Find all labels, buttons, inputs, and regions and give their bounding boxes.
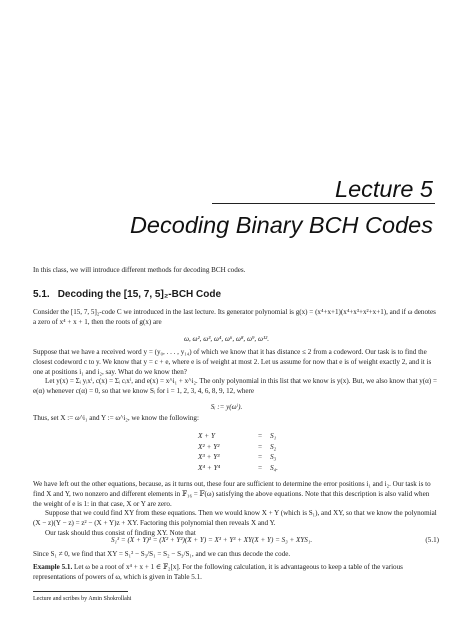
paragraph-generator [33,308,439,328]
equation-row: X² + Y² = S₂ [198,441,277,451]
paragraph-text: Suppose that we have a received word y = (y₀, . . . , y₁₄) of which we know that it has distance ≤ 2 from a codeword. Our task is to find the closest codeword c to y. We know that y = c + e, where e is of weight at most 2. Let us assume for now that e is of weight exactly 2, and it is one at positions i₁ and i₂, say. What do we know then? [33,348,432,376]
section-number: 5.1. [33,289,50,300]
title-rule [212,203,435,204]
section-heading [33,289,221,300]
example-label: Example 5.1. [33,563,73,571]
footnote-rule [33,591,128,592]
chapter-number: Lecture 5 [335,176,433,202]
equation-expression: S₁³ = (X + Y)³ = (X² + Y²)(X + Y) = X³ + Y³ + XY(X + Y) = S₃ + XYS₁. [111,536,313,544]
paragraph-text: We have left out the other equations, because, as it turns out, these four are sufficient to determine the error positions i₁ and i₂. Our task is to find X and Y, two nonzero and different elements in 𝔽₁₆ = 𝔽(ω) satisfying the above equations. Note that this description is also valid when the weight of e is 1: in that case, X or Y are zero. [33,480,431,508]
chapter-title: Decoding Binary BCH Codes [129,212,433,238]
roots-equation: ω, ω², ω³, ω⁴, ω⁶, ω⁸, ω⁹, ω¹². [183,335,270,343]
paragraph-text [33,563,439,583]
example-text: Let ω be a root of x⁴ + x + 1 ∈ 𝔽₂[x]. For the following calculation, it is advantageous to keep a table of the various representations of powers of ω, which is given in Table 5.1. [33,563,403,581]
paragraph-text: Since S₁ ≠ 0, we find that XY = S₁² − S₃/S₁ = S₂ − S₃/S₁, and we can thus decode the code. [33,550,291,558]
intro-paragraph [33,266,439,276]
paragraph-error-positions [33,480,439,539]
equation-array [198,431,278,473]
paragraph-text: Let y(x) = Σᵢ yᵢxⁱ, c(x) = Σᵢ cᵢxⁱ, and e(x) = x^i₁ + x^i₂. The only polynomial in this list that we know is y(x). But, we also know that y(α) = e(α) whenever c(α) = 0, so that we know Sᵢ for i = 1, 2, 3, 4, 6, 8, 9, 12, where [33,377,437,396]
paragraph-text: Suppose that we could find XY from these equations. Then we would know X + Y (which is S₁), and XY, so that we know the polynomial (X − z)(Y − z) = z² − (X + Y)z + XY. Factoring this polynomial then reveals X and Y. [33,509,437,528]
paragraph-text: Our task should thus consist of finding XY. Note that [45,528,196,537]
paragraph-received-word [33,348,439,397]
example-paragraph [33,563,439,583]
equation-row: X³ + Y³ = S₃ [198,452,277,462]
equation-number: (5.1) [425,536,439,544]
equation-row: X + Y = S₁ [198,431,277,440]
syndrome-definition: Sᵢ := y(ωⁱ). [210,403,243,411]
paragraph-conclusion [33,550,439,560]
footnote: Lecture and scribes by Amin Shokrollahi [33,596,132,602]
paragraph-setup [33,414,439,424]
paragraph-text: Consider the [15, 7, 5]₂-code C we introduced in the last lecture. Its generator polynomial is g(x) = (x⁴+x+1)(x⁴+x³+x²+x+1), and if ω denotes a zero of x⁴ + x + 1, then the roots of g(x) are [33,308,436,326]
section-title: Decoding the [15, 7, 5]₂-BCH Code [57,289,222,300]
paragraph-text: Thus, set X := ω^i₁ and Y := ω^i₂, we know the following: [33,414,199,422]
equation-row: X⁴ + Y⁴ = S₄. [198,462,279,472]
intro-text: In this class, we will introduce different methods for decoding BCH codes. [33,266,246,274]
